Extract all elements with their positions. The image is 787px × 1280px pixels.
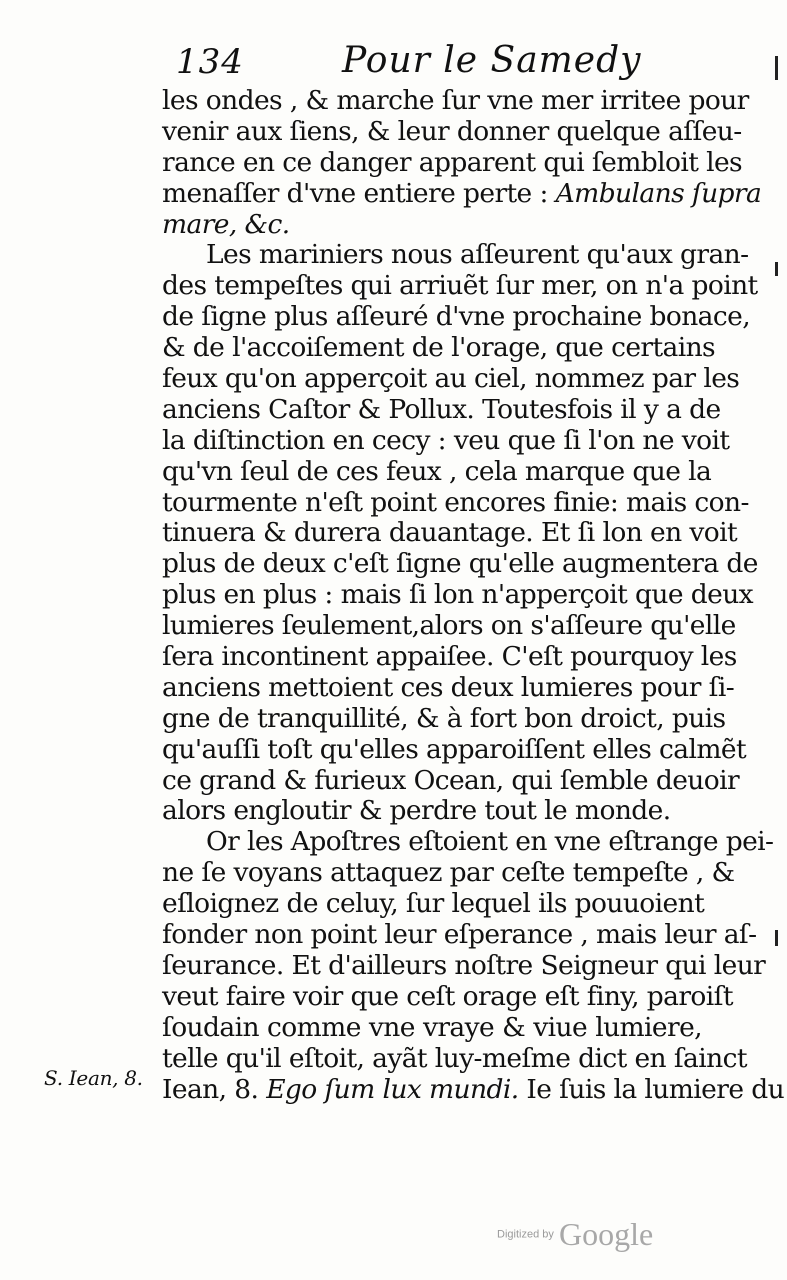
text-line: gne de tranquillité, & à fort bon droict, puis: [162, 702, 726, 734]
text-line: lumieres ſeulement,alors on s'aſſeure qu'elle: [162, 610, 736, 642]
page-number: 134: [176, 42, 244, 82]
text-line: qu'vn ſeul de ces feux , cela marque que la: [162, 455, 712, 487]
google-logo: Google: [558, 1216, 654, 1252]
text-line: & de l'accoiſement de l'orage, que certains: [162, 332, 716, 364]
text-line: telle qu'il eſtoit, ayãt luy-meſme dict en ſainct: [162, 1042, 747, 1074]
latin-quote: Ambulans ſupra: [555, 177, 762, 209]
text-line: qu'auſſi toſt qu'elles apparoiſſent elles calmẽt: [162, 733, 747, 765]
text-line: ce grand & furieux Ocean, qui ſemble deuoir: [162, 764, 740, 796]
text-line: de ſigne plus aſſeuré d'vne prochaine bonace,: [162, 301, 751, 333]
text-line: la diſtinction en cecy : veu que ſi l'on ne voit: [162, 424, 730, 456]
edge-mark: [775, 56, 778, 80]
latin-quote-end: mare, &c.: [162, 208, 290, 240]
text-line: rance en ce danger apparent qui ſembloit les: [162, 146, 743, 178]
running-head: Pour le Samedy: [342, 40, 642, 81]
edge-mark: [775, 262, 778, 276]
text-line: tourmente n'eſt point encores finie: mais con-: [162, 486, 749, 518]
text-segment: Iean, 8.: [162, 1073, 259, 1105]
text-line: ſoudain comme vne vraye & viue lumiere,: [162, 1011, 702, 1043]
text-line: les ondes , & marche ſur vne mer irritee pour: [162, 85, 749, 116]
body-text: [162, 85, 785, 1105]
text-line: veut faire voir que ceſt orage eſt finy, paroiſt: [162, 980, 733, 1012]
text-line: venir aux ſiens, & leur donner quelque aſſeu-: [162, 115, 742, 147]
edge-mark: [775, 930, 778, 946]
text-line: ſera incontinent appaiſee. C'eſt pourquoy les: [162, 641, 737, 673]
paragraph-end: alors engloutir & perdre tout le monde.: [162, 795, 671, 827]
text-line: eſloignez de celuy, ſur lequel ils pouuoient: [162, 888, 705, 920]
paragraph-start: Les mariniers nous aſſeurent qu'aux gran-: [206, 239, 749, 271]
paragraph-start: Or les Apoſtres eſtoient en vne eſtrange pei-: [206, 826, 774, 858]
text-line: [162, 177, 762, 210]
text-segment: Ie ſuis la lumiere du: [526, 1073, 785, 1105]
text-line: anciens Caſtor & Pollux. Toutesfois il y a de: [162, 393, 721, 425]
text-line: anciens mettoient ces deux lumieres pour ſi-: [162, 671, 735, 703]
page-header: [176, 38, 676, 86]
text-line: plus en plus : mais ſi lon n'apperçoit que deux: [162, 579, 754, 611]
text-line: des tempeſtes qui arriuẽt ſur mer, on n'a point: [162, 270, 758, 302]
text-segment: menaſſer d'vne entiere perte :: [162, 177, 548, 209]
text-line: [162, 1073, 785, 1106]
digitized-watermark: [497, 1216, 653, 1253]
latin-quote: Ego ſum lux mundi.: [266, 1073, 519, 1105]
text-line: tinuera & durera dauantage. Et ſi lon en voit: [162, 517, 738, 549]
text-line: ne ſe voyans attaquez par ceſte tempeſte , &: [162, 857, 735, 889]
text-line: plus de deux c'eſt ſigne qu'elle augmentera de: [162, 548, 758, 580]
margin-reference: S. Iean, 8.: [44, 1066, 143, 1090]
watermark-prefix: Digitized by: [497, 1228, 554, 1241]
text-line: feux qu'on apperçoit au ciel, nommez par les: [162, 363, 740, 395]
text-line: fonder non point leur eſperance , mais leur aſ-: [162, 919, 757, 951]
text-line: ſeurance. Et d'ailleurs noſtre Seigneur qui leur: [162, 949, 766, 981]
